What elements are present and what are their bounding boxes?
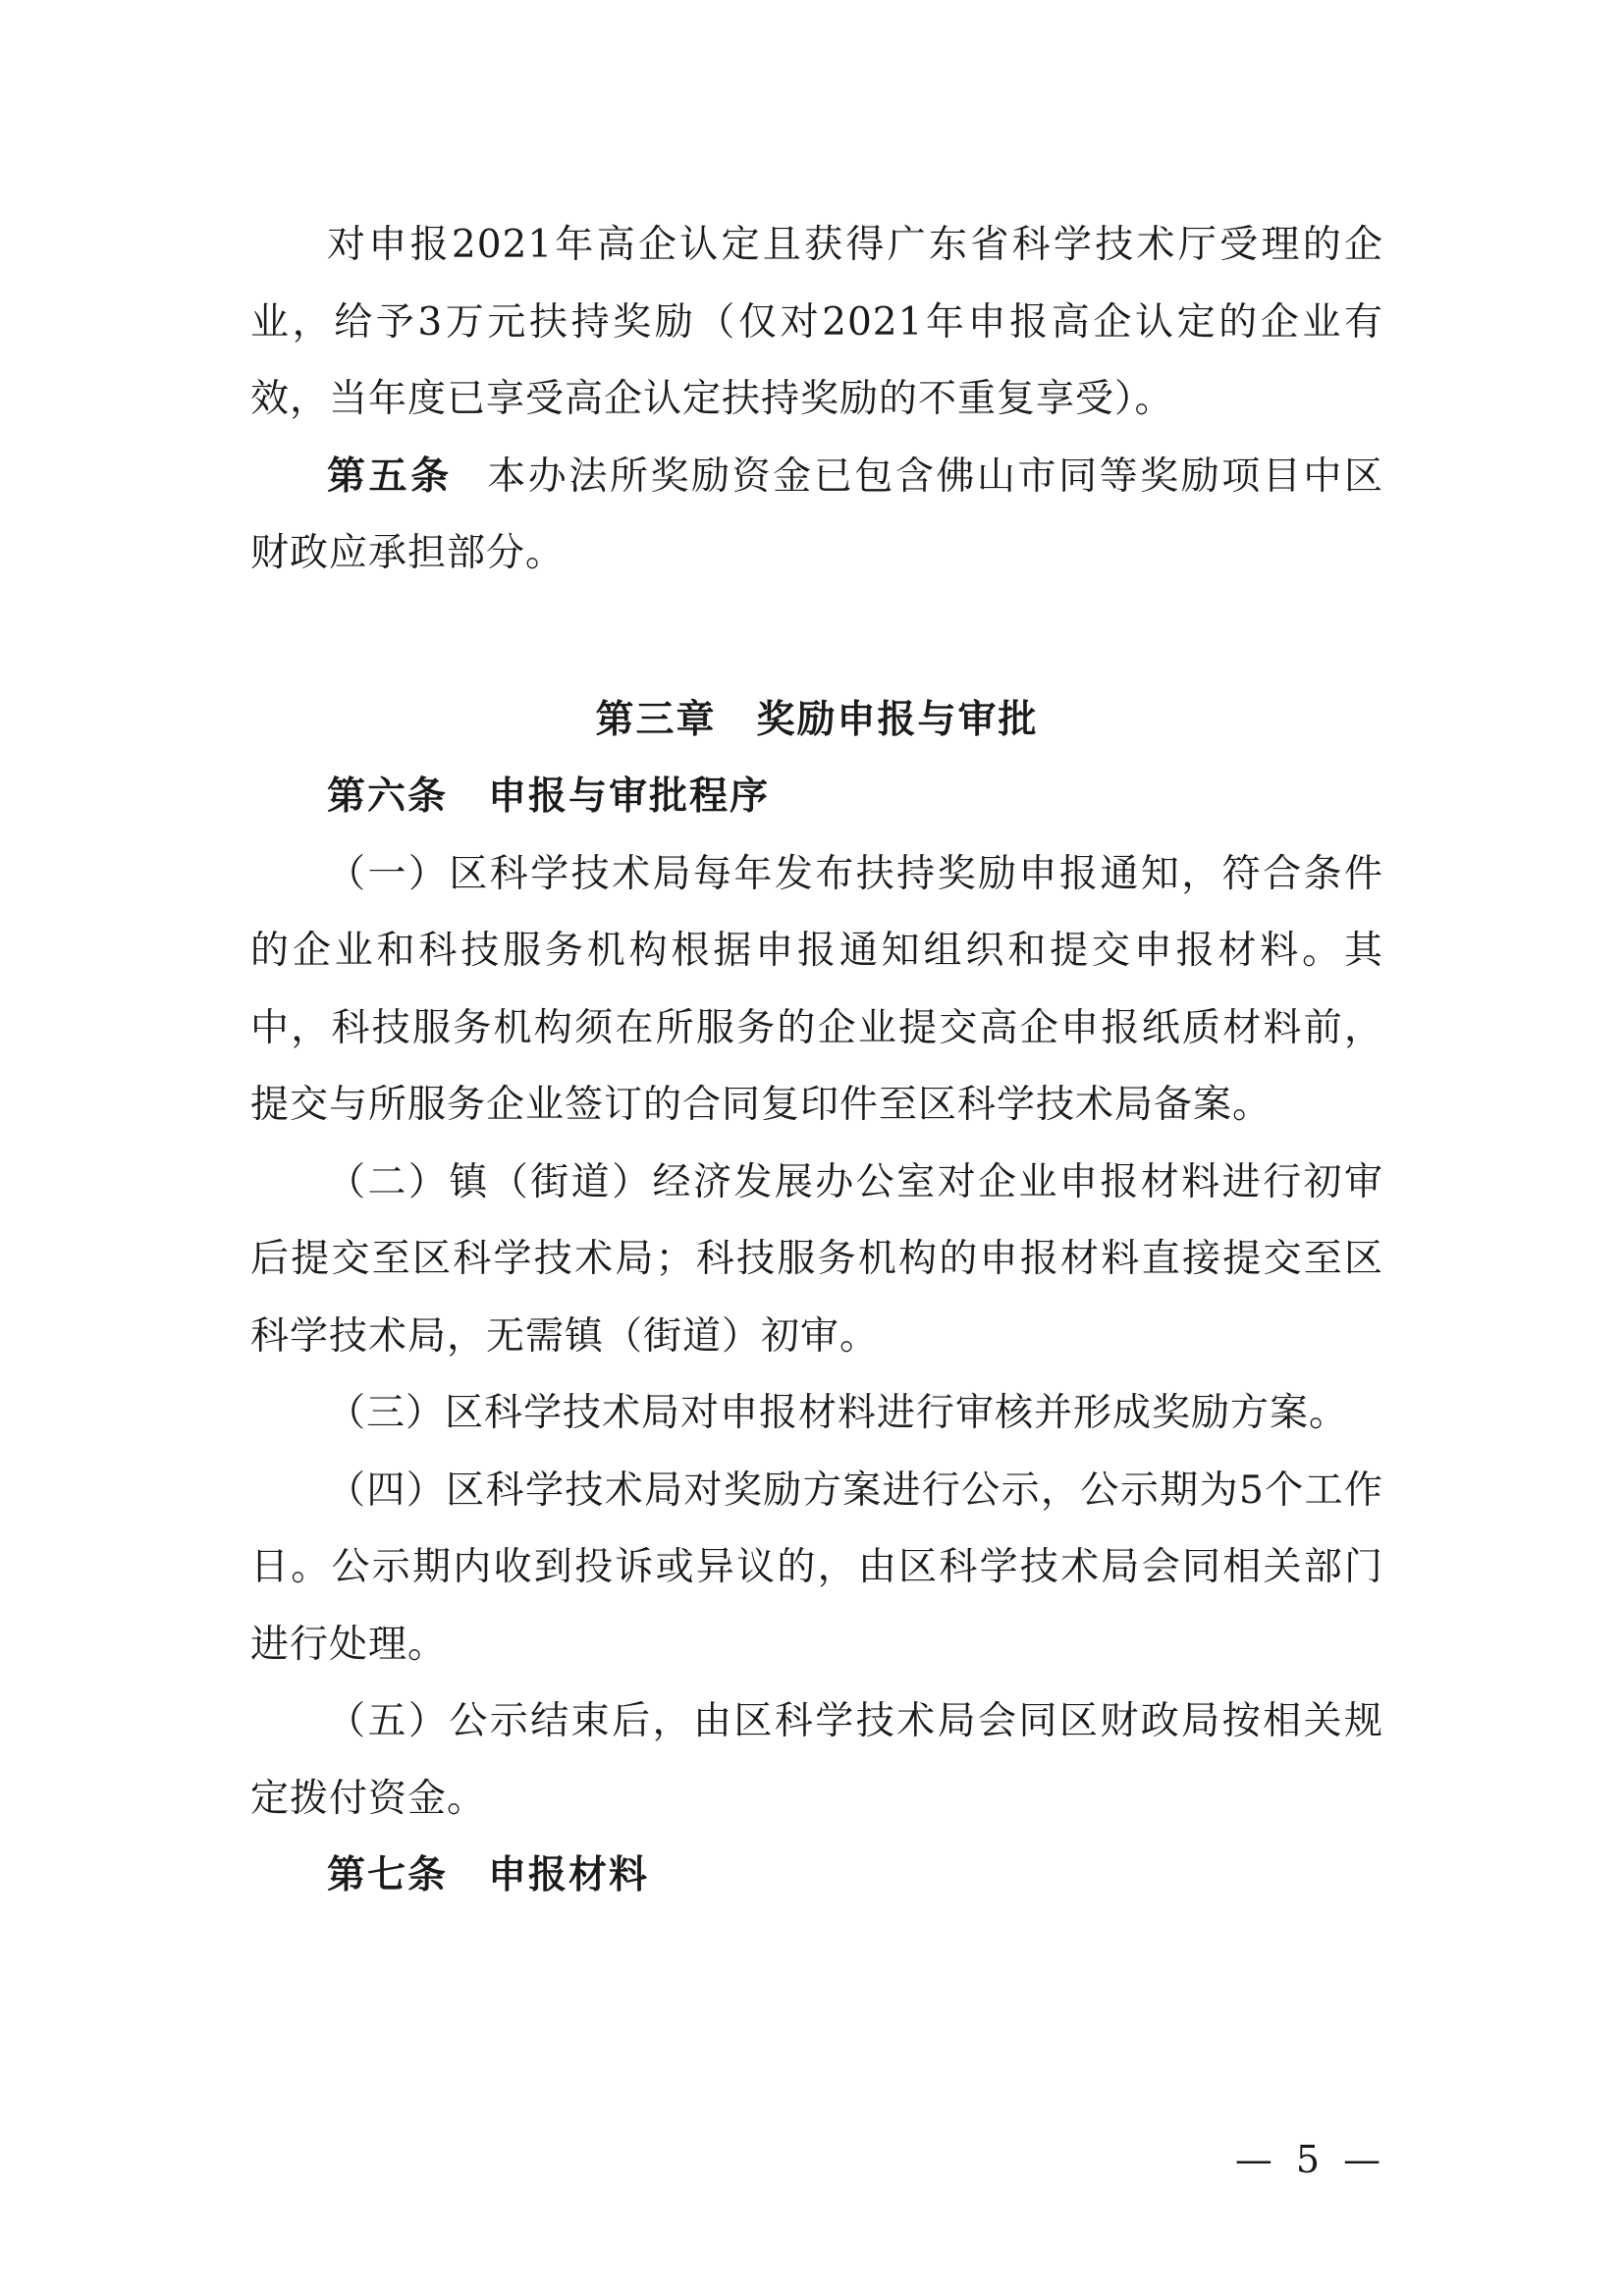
document-body — [250, 207, 1383, 1915]
chapter-title: 第三章 奖励申报与审批 — [595, 697, 1039, 742]
article5-label: 第五条 — [327, 454, 453, 499]
article6-item-1: （一）区科学技术局每年发布扶持奖励申报通知，符合条件的企业和科技服务机构根据申报通知组织和提交申报材料。其中，科技服务机构须在所服务的企业提交高企申报纸质材料前，提交与所服务企业签订的合同复印件至区科学技术局备案。 — [250, 851, 1383, 1127]
article6-item-5: （五）公示结束后，由区科学技术局会同区财政局按相关规定拨付资金。 — [250, 1699, 1383, 1821]
article5-text: 本办法所奖励资金已包含佛山市同等奖励项目中区财政应承担部分。 — [250, 454, 1383, 575]
article4-continuation: 对申报2021年高企认定且获得广东省科学技术厅受理的企业，给予3万元扶持奖励（仅对2021年申报高企认定的企业有效，当年度已享受高企认定扶持奖励的不重复享受）。 — [250, 223, 1383, 421]
chapter-spacer — [250, 593, 1383, 682]
article7-heading: 第七条 申报材料 — [327, 1853, 650, 1897]
article6-item-2: （二）镇（街道）经济发展办公室对企业申报材料进行初审后提交至区科学技术局；科技服务机构的申报材料直接提交至区科学技术局，无需镇（街道）初审。 — [250, 1159, 1383, 1359]
article5-paragraph — [250, 439, 1383, 593]
page-number: — 5 — — [1234, 2138, 1387, 2181]
article6-heading: 第六条 申报与审批程序 — [327, 774, 771, 819]
article6-item-3: （三）区科学技术局对申报材料进行审核并形成奖励方案。 — [327, 1391, 1349, 1435]
article6-item-4: （四）区科学技术局对奖励方案进行公示，公示期为5个工作日。公示期内收到投诉或异议的，由区科学技术局会同相关部门进行处理。 — [250, 1468, 1383, 1667]
